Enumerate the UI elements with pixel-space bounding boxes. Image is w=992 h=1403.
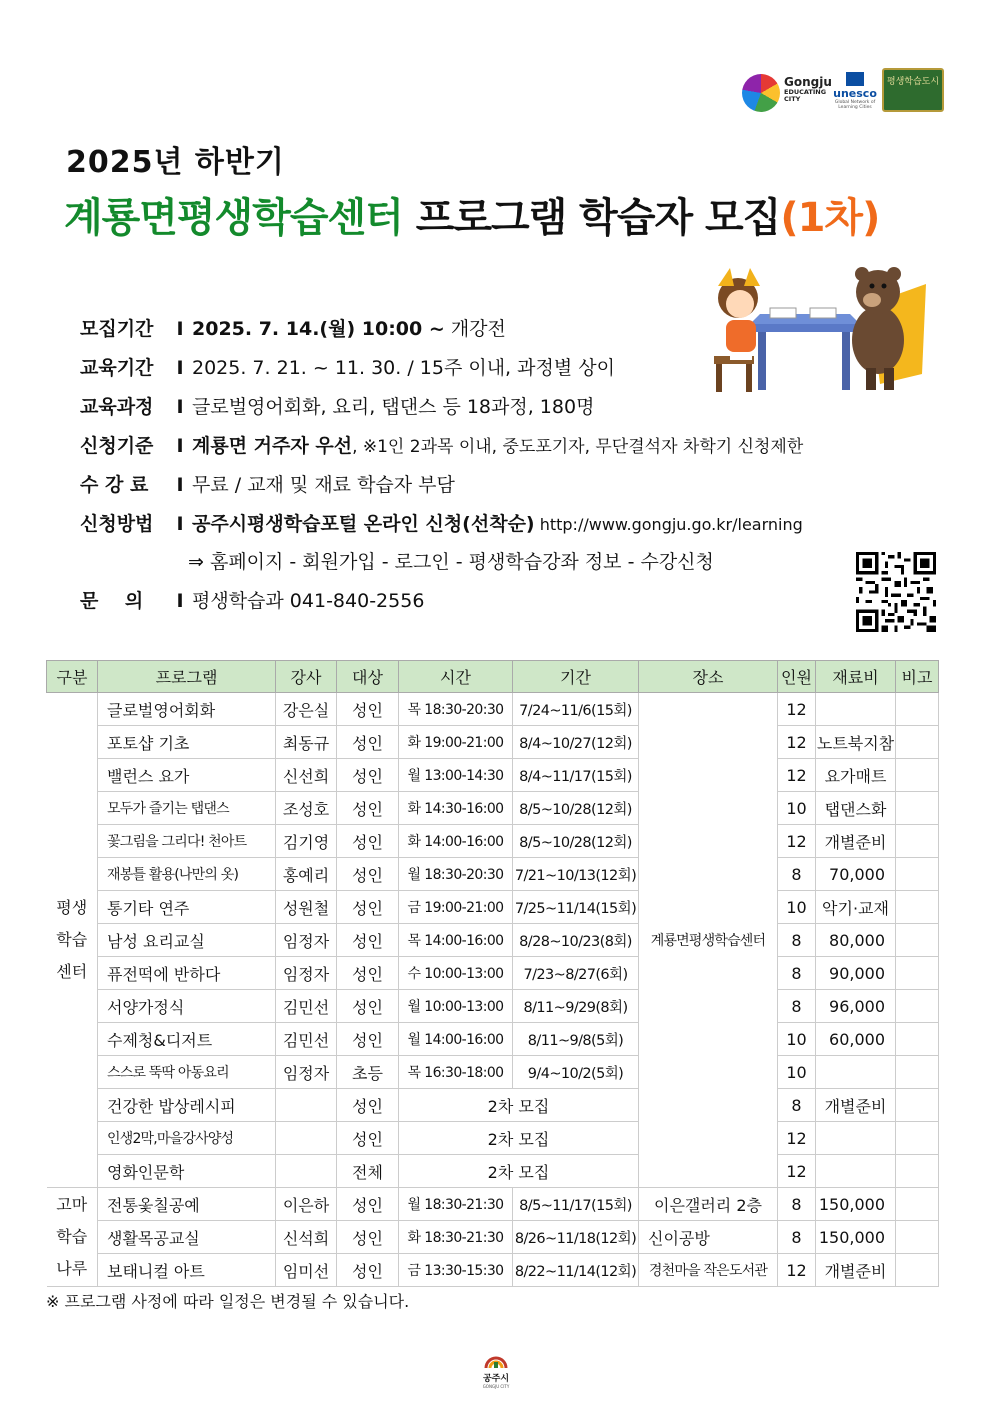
period: 7/23~8/27(6회) [513, 957, 639, 990]
time: 월 18:30-21:30 [399, 1188, 513, 1221]
table-row [47, 1122, 939, 1155]
info-value: 개강전 [444, 318, 506, 340]
count: 12 [778, 759, 816, 792]
gongju-logo-text [784, 76, 832, 103]
fee [816, 1122, 896, 1155]
note [896, 891, 939, 924]
fee: 150,000 [816, 1221, 896, 1254]
unesco-logo-sub: Global Network of Learning Cities [834, 100, 876, 110]
table-row [47, 924, 939, 957]
teacher [276, 1089, 337, 1122]
gongju-city-logo [478, 1350, 514, 1392]
period: 9/4~10/2(5회) [513, 1056, 639, 1089]
fee: 악기·교재 [816, 891, 896, 924]
count: 12 [778, 726, 816, 759]
table-row [47, 1155, 939, 1188]
teacher [276, 1155, 337, 1188]
program-name: 통기타 연주 [98, 891, 276, 924]
table-row [47, 1188, 939, 1221]
teacher: 임정자 [276, 1056, 337, 1089]
note [896, 693, 939, 726]
target: 성인 [337, 891, 399, 924]
place: 경천마을 작은도서관 [639, 1254, 778, 1287]
table-row [47, 792, 939, 825]
note [896, 1089, 939, 1122]
target: 성인 [337, 858, 399, 891]
book-logo-text: 평생학습도시 [886, 77, 940, 87]
fee [816, 693, 896, 726]
col-header-teacher: 강사 [276, 661, 337, 693]
learning-portal-link[interactable]: http://www.gongju.go.kr/learning [534, 515, 803, 534]
program-name: 포토샵 기초 [98, 726, 276, 759]
teacher [276, 1122, 337, 1155]
time: 월 13:00-14:30 [399, 759, 513, 792]
table-row [47, 990, 939, 1023]
target: 초등 [337, 1056, 399, 1089]
col-header-period: 기간 [513, 661, 639, 693]
program-schedule-table [46, 660, 939, 1287]
target: 성인 [337, 1188, 399, 1221]
time: 화 14:30-16:00 [399, 792, 513, 825]
fee: 개별준비 [816, 825, 896, 858]
fee: 150,000 [816, 1188, 896, 1221]
period: 8/5~10/28(12회) [513, 792, 639, 825]
col-header-count: 인원 [778, 661, 816, 693]
period: 8/5~10/28(12회) [513, 825, 639, 858]
second-round-notice: 2차 모집 [399, 1089, 639, 1122]
teacher: 임미선 [276, 1254, 337, 1287]
count: 8 [778, 924, 816, 957]
program-name: 글로벌영어회화 [98, 693, 276, 726]
fee [816, 1056, 896, 1089]
place: 신이공방 [639, 1221, 778, 1254]
program-name: 수제청&디저트 [98, 1023, 276, 1056]
table-row [47, 726, 939, 759]
teacher: 강은실 [276, 693, 337, 726]
target: 성인 [337, 1089, 399, 1122]
note [896, 1023, 939, 1056]
title-round: (1차) [780, 195, 880, 241]
count: 8 [778, 1089, 816, 1122]
info-value: 무료 / 교재 및 재료 학습자 부담 [192, 474, 455, 496]
period: 8/11~9/8(5회) [513, 1023, 639, 1056]
teacher: 조성호 [276, 792, 337, 825]
time: 목 16:30-18:00 [399, 1056, 513, 1089]
target: 성인 [337, 759, 399, 792]
time: 화 18:30-21:30 [399, 1221, 513, 1254]
info-row-contact [80, 586, 424, 613]
info-separator: I [176, 474, 184, 496]
program-name: 서양가정식 [98, 990, 276, 1023]
col-header-time: 시간 [399, 661, 513, 693]
info-row-courses [80, 392, 594, 419]
period: 7/21~10/13(12회) [513, 858, 639, 891]
count: 8 [778, 990, 816, 1023]
col-header-program: 프로그램 [98, 661, 276, 693]
count: 12 [778, 825, 816, 858]
page-subtitle: 2025년 하반기 [66, 145, 285, 180]
period: 7/24~11/6(15회) [513, 693, 639, 726]
target: 성인 [337, 957, 399, 990]
time: 금 19:00-21:00 [399, 891, 513, 924]
teacher: 홍예리 [276, 858, 337, 891]
fee: 90,000 [816, 957, 896, 990]
count: 12 [778, 1155, 816, 1188]
study-characters-illustration [700, 264, 930, 394]
info-value: , ※1인 2과목 이내, 중도포기자, 무단결석자 차학기 신청제한 [352, 437, 804, 457]
info-label: 수 강 료 [80, 474, 149, 496]
note [896, 1188, 939, 1221]
note [896, 1221, 939, 1254]
info-separator: I [176, 435, 184, 457]
count: 12 [778, 1254, 816, 1287]
fee: 80,000 [816, 924, 896, 957]
time: 금 13:30-15:30 [399, 1254, 513, 1287]
info-row-edu-period [80, 353, 615, 380]
info-value: 평생학습과 041-840-2556 [192, 590, 425, 612]
info-separator: I [176, 590, 184, 612]
col-header-target: 대상 [337, 661, 399, 693]
time: 목 14:00-16:00 [399, 924, 513, 957]
info-label: 모집기간 [80, 318, 154, 340]
count: 10 [778, 792, 816, 825]
program-name: 꽃그림을 그리다! 천아트 [98, 825, 276, 858]
gongju-logo-sub2: CITY [784, 95, 801, 103]
note [896, 858, 939, 891]
count: 8 [778, 1221, 816, 1254]
count: 8 [778, 957, 816, 990]
target: 성인 [337, 1023, 399, 1056]
apply-process: ⇒ 홈페이지 - 회원가입 - 로그인 - 평생학습강좌 정보 - 수강신청 [188, 551, 714, 573]
time: 화 19:00-21:00 [399, 726, 513, 759]
info-row-criteria [80, 431, 803, 458]
program-name: 모두가 즐기는 탭댄스 [98, 792, 276, 825]
program-name: 스스로 뚝딱 아동요리 [98, 1056, 276, 1089]
fee: 개별준비 [816, 1254, 896, 1287]
teacher: 임정자 [276, 957, 337, 990]
time: 수 10:00-13:00 [399, 957, 513, 990]
table-row [47, 1221, 939, 1254]
period: 8/26~11/18(12회) [513, 1221, 639, 1254]
teacher: 이은하 [276, 1188, 337, 1221]
target: 성인 [337, 990, 399, 1023]
fee: 개별준비 [816, 1089, 896, 1122]
note [896, 990, 939, 1023]
gongju-city-emblem-icon [484, 1350, 508, 1370]
time: 월 10:00-13:00 [399, 990, 513, 1023]
program-name: 재봉틀 활용(나만의 옷) [98, 858, 276, 891]
note [896, 1056, 939, 1089]
period: 8/4~10/27(12회) [513, 726, 639, 759]
info-separator: I [176, 396, 184, 418]
target: 성인 [337, 1122, 399, 1155]
program-name: 전통옻칠공예 [98, 1188, 276, 1221]
program-name: 밸런스 요가 [98, 759, 276, 792]
time: 화 14:00-16:00 [399, 825, 513, 858]
info-row-apply-method [80, 509, 803, 536]
period: 8/5~11/17(15회) [513, 1188, 639, 1221]
info-value-bold: 2025. 7. 14.(월) 10:00 ~ [192, 318, 445, 340]
time: 목 18:30-20:30 [399, 693, 513, 726]
teacher: 최동규 [276, 726, 337, 759]
fee: 70,000 [816, 858, 896, 891]
program-name: 영화인문학 [98, 1155, 276, 1188]
teacher: 성원철 [276, 891, 337, 924]
city-logo-sub: GONGJU CITY [482, 1384, 510, 1389]
time: 월 18:30-20:30 [399, 858, 513, 891]
table-row [47, 693, 939, 726]
teacher: 김민선 [276, 1023, 337, 1056]
note [896, 726, 939, 759]
note [896, 1122, 939, 1155]
info-value: 글로벌영어회화, 요리, 탭댄스 등 18과정, 180명 [192, 396, 595, 418]
group-label-center: 평생 학습 센터 [47, 693, 98, 1188]
unesco-logo [832, 72, 878, 112]
info-separator: I [176, 318, 184, 340]
lifelong-learning-city-book-logo [882, 68, 944, 112]
target: 성인 [337, 693, 399, 726]
info-label: 교육과정 [80, 396, 154, 418]
info-label: 신청기준 [80, 435, 154, 457]
note [896, 792, 939, 825]
target: 성인 [337, 726, 399, 759]
title-recruitment: 프로그램 학습자 모집 [402, 195, 781, 241]
count: 8 [778, 1188, 816, 1221]
col-header-category: 구분 [47, 661, 98, 693]
city-logo-text: 공주시 [482, 1374, 510, 1384]
place-center: 계룡면평생학습센터 [639, 693, 778, 1188]
fee: 탭댄스화 [816, 792, 896, 825]
info-label: 교육기간 [80, 357, 154, 379]
unesco-logo-text: unesco [833, 87, 877, 100]
gongju-logo-name: Gongju [784, 75, 832, 89]
period: 7/25~11/14(15회) [513, 891, 639, 924]
period: 8/4~11/17(15회) [513, 759, 639, 792]
table-row [47, 759, 939, 792]
note [896, 957, 939, 990]
footnote: ※ 프로그램 사정에 따라 일정은 변경될 수 있습니다. [46, 1292, 410, 1311]
count: 12 [778, 1122, 816, 1155]
fee: 노트북지참 [816, 726, 896, 759]
table-row [47, 825, 939, 858]
col-header-fee: 재료비 [816, 661, 896, 693]
info-row-recruit-period [80, 314, 506, 341]
target: 성인 [337, 825, 399, 858]
program-name: 퓨전떡에 반하다 [98, 957, 276, 990]
place: 이은갤러리 2층 [639, 1188, 778, 1221]
period: 8/22~11/14(12회) [513, 1254, 639, 1287]
program-name: 인생2막,마을강사양성 [98, 1122, 276, 1155]
info-label: 신청방법 [80, 513, 154, 535]
table-row [47, 1056, 939, 1089]
count: 10 [778, 1023, 816, 1056]
table-row [47, 1254, 939, 1287]
table-row [47, 891, 939, 924]
teacher: 신석희 [276, 1221, 337, 1254]
count: 12 [778, 693, 816, 726]
time: 월 14:00-16:00 [399, 1023, 513, 1056]
target: 성인 [337, 1254, 399, 1287]
teacher: 임정자 [276, 924, 337, 957]
count: 8 [778, 858, 816, 891]
period: 8/11~9/29(8회) [513, 990, 639, 1023]
note [896, 1254, 939, 1287]
gongju-logo-sub1: EDUCATING [784, 88, 827, 96]
info-value-bold: 공주시평생학습포털 온라인 신청(선착순) [192, 513, 535, 535]
note [896, 759, 939, 792]
teacher: 김기영 [276, 825, 337, 858]
title-center-name: 계룡면평생학습센터 [64, 195, 403, 241]
fee: 96,000 [816, 990, 896, 1023]
table-row [47, 1089, 939, 1122]
info-label: 문 의 [80, 590, 144, 612]
target: 전체 [337, 1155, 399, 1188]
col-header-note: 비고 [896, 661, 939, 693]
info-separator: I [176, 513, 184, 535]
target: 성인 [337, 1221, 399, 1254]
note [896, 1155, 939, 1188]
partner-logos [742, 68, 947, 116]
info-value-bold: 계룡면 거주자 우선 [192, 435, 353, 457]
target: 성인 [337, 924, 399, 957]
page-title [64, 186, 879, 243]
note [896, 924, 939, 957]
qr-code[interactable] [856, 552, 936, 632]
info-value: 2025. 7. 21. ~ 11. 30. / 15주 이내, 과정별 상이 [192, 357, 615, 379]
table-row [47, 1023, 939, 1056]
program-name: 생활목공교실 [98, 1221, 276, 1254]
fee [816, 1155, 896, 1188]
program-name: 건강한 밥상레시피 [98, 1089, 276, 1122]
second-round-notice: 2차 모집 [399, 1155, 639, 1188]
program-name: 보태니컬 아트 [98, 1254, 276, 1287]
info-separator: I [176, 357, 184, 379]
teacher: 신선희 [276, 759, 337, 792]
group-label-goma: 고마 학습 나루 [47, 1188, 98, 1287]
second-round-notice: 2차 모집 [399, 1122, 639, 1155]
table-row [47, 858, 939, 891]
fee: 60,000 [816, 1023, 896, 1056]
fee: 요가매트 [816, 759, 896, 792]
unesco-temple-icon [846, 72, 864, 86]
count: 10 [778, 891, 816, 924]
teacher: 김민선 [276, 990, 337, 1023]
table-header-row [47, 661, 939, 693]
target: 성인 [337, 792, 399, 825]
gongju-logo-icon [742, 74, 780, 112]
program-name: 남성 요리교실 [98, 924, 276, 957]
period: 8/28~10/23(8회) [513, 924, 639, 957]
col-header-place: 장소 [639, 661, 778, 693]
note [896, 825, 939, 858]
count: 10 [778, 1056, 816, 1089]
info-row-fee [80, 470, 455, 497]
table-row [47, 957, 939, 990]
